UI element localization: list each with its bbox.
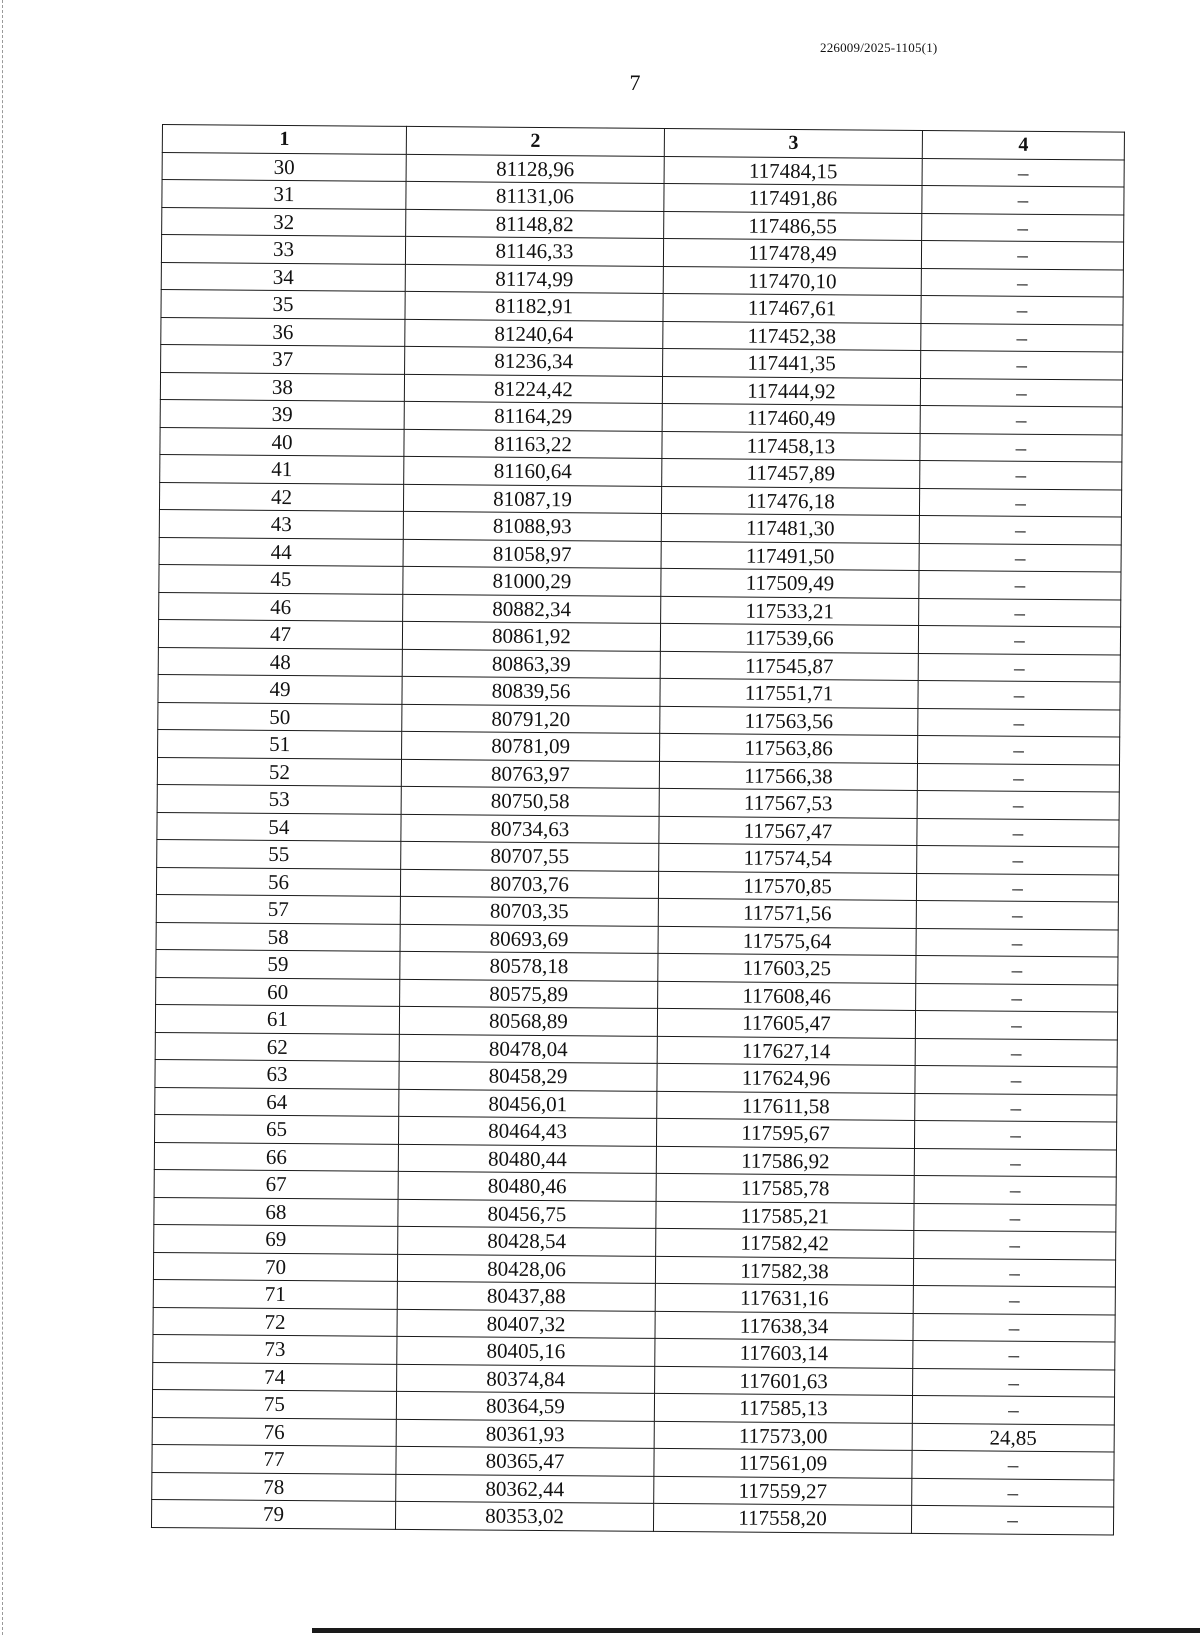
value-cell: –	[913, 1340, 1115, 1369]
point-number-cell: 71	[153, 1279, 397, 1308]
x-coordinate-cell: 80703,35	[400, 896, 658, 926]
point-number-cell: 53	[157, 784, 401, 813]
point-number-cell: 58	[156, 922, 400, 951]
y-coordinate-cell: 117582,42	[656, 1228, 914, 1258]
value-cell: –	[917, 818, 1119, 847]
y-coordinate-cell: 117611,58	[657, 1091, 915, 1121]
y-coordinate-cell: 117481,30	[661, 513, 919, 543]
value-cell: –	[913, 1313, 1115, 1342]
y-coordinate-cell: 117486,55	[664, 211, 922, 241]
y-coordinate-cell: 117441,35	[663, 348, 921, 378]
value-cell: –	[918, 625, 1120, 654]
point-number-cell: 47	[158, 619, 402, 648]
x-coordinate-cell: 80428,54	[398, 1226, 656, 1256]
x-coordinate-cell: 81000,29	[403, 566, 661, 596]
value-cell: –	[913, 1368, 1115, 1397]
y-coordinate-cell: 117470,10	[663, 266, 921, 296]
point-number-cell: 31	[162, 180, 406, 209]
x-coordinate-cell: 81224,42	[404, 374, 662, 404]
value-cell: –	[911, 1505, 1113, 1534]
y-coordinate-cell: 117533,21	[661, 596, 919, 626]
x-coordinate-cell: 80791,20	[402, 704, 660, 734]
value-cell: –	[918, 735, 1120, 764]
point-number-cell: 34	[161, 262, 405, 291]
point-number-cell: 43	[159, 509, 403, 538]
point-number-cell: 76	[152, 1417, 396, 1446]
point-number-cell: 69	[154, 1224, 398, 1253]
x-coordinate-cell: 81160,64	[404, 456, 662, 486]
page-number: 7	[629, 70, 641, 95]
y-coordinate-cell: 117575,64	[658, 926, 916, 956]
y-coordinate-cell: 117563,56	[660, 706, 918, 736]
point-number-cell: 74	[153, 1362, 397, 1391]
value-cell: 24,85	[912, 1423, 1114, 1452]
value-cell: –	[918, 680, 1120, 709]
y-coordinate-cell: 117601,63	[655, 1366, 913, 1396]
point-number-cell: 35	[161, 289, 405, 318]
x-coordinate-cell: 80703,76	[400, 869, 658, 899]
value-cell: –	[921, 323, 1123, 352]
y-coordinate-cell: 117586,92	[656, 1146, 914, 1176]
y-coordinate-cell: 117627,14	[657, 1036, 915, 1066]
x-coordinate-cell: 81164,29	[404, 401, 662, 431]
y-coordinate-cell: 117478,49	[663, 238, 921, 268]
value-cell: –	[916, 928, 1118, 957]
value-cell: –	[915, 1038, 1117, 1067]
value-cell: –	[915, 1093, 1117, 1122]
point-number-cell: 78	[152, 1472, 396, 1501]
y-coordinate-cell: 117563,86	[660, 733, 918, 763]
y-coordinate-cell: 117570,85	[658, 871, 916, 901]
point-number-cell: 67	[154, 1169, 398, 1198]
value-cell: –	[916, 983, 1118, 1012]
y-coordinate-cell: 117631,16	[655, 1283, 913, 1313]
point-number-cell: 73	[153, 1334, 397, 1363]
value-cell: –	[919, 570, 1121, 599]
value-cell: –	[915, 1065, 1117, 1094]
value-cell: –	[914, 1148, 1116, 1177]
x-coordinate-cell: 80374,84	[397, 1364, 655, 1394]
x-coordinate-cell: 80456,01	[399, 1089, 657, 1119]
y-coordinate-cell: 117567,47	[659, 816, 917, 846]
document-number: 226009/2025-1105(1)	[820, 40, 938, 55]
point-number-cell: 72	[153, 1307, 397, 1336]
y-coordinate-cell: 117476,18	[661, 486, 919, 516]
point-number-cell: 37	[161, 344, 405, 373]
point-number-cell: 30	[162, 152, 406, 181]
value-cell: –	[922, 213, 1124, 242]
value-cell: –	[917, 790, 1119, 819]
point-number-cell: 38	[160, 372, 404, 401]
point-number-cell: 46	[159, 592, 403, 621]
point-number-cell: 54	[157, 812, 401, 841]
y-coordinate-cell: 117638,34	[655, 1311, 913, 1341]
x-coordinate-cell: 80763,97	[401, 759, 659, 789]
value-cell: –	[914, 1230, 1116, 1259]
x-coordinate-cell: 81240,64	[405, 319, 663, 349]
point-number-cell: 36	[161, 317, 405, 346]
point-number-cell: 49	[158, 674, 402, 703]
value-cell: –	[917, 845, 1119, 874]
value-cell: –	[916, 955, 1118, 984]
y-coordinate-cell: 117467,61	[663, 293, 921, 323]
x-coordinate-cell: 81058,97	[403, 539, 661, 569]
value-cell: –	[921, 240, 1123, 269]
y-coordinate-cell: 117574,54	[659, 843, 917, 873]
x-coordinate-cell: 80464,43	[398, 1116, 656, 1146]
point-number-cell: 39	[160, 399, 404, 428]
x-coordinate-cell: 80480,46	[398, 1171, 656, 1201]
value-cell: –	[922, 158, 1124, 187]
y-coordinate-cell: 117571,56	[658, 898, 916, 928]
y-coordinate-cell: 117539,66	[660, 623, 918, 653]
point-number-cell: 57	[156, 894, 400, 923]
value-cell: –	[912, 1478, 1114, 1507]
point-number-cell: 48	[158, 647, 402, 676]
value-cell: –	[915, 1010, 1117, 1039]
x-coordinate-cell: 80428,06	[397, 1254, 655, 1284]
y-coordinate-cell: 117603,14	[655, 1338, 913, 1368]
column-header: 3	[664, 128, 922, 158]
point-number-cell: 70	[153, 1252, 397, 1281]
value-cell: –	[912, 1450, 1114, 1479]
point-number-cell: 66	[154, 1142, 398, 1171]
point-number-cell: 32	[162, 207, 406, 236]
x-coordinate-cell: 80839,56	[402, 676, 660, 706]
value-cell: –	[920, 405, 1122, 434]
y-coordinate-cell: 117509,49	[661, 568, 919, 598]
x-coordinate-cell: 81174,99	[405, 264, 663, 294]
column-header: 4	[922, 130, 1124, 159]
y-coordinate-cell: 117585,78	[656, 1173, 914, 1203]
y-coordinate-cell: 117559,27	[654, 1476, 912, 1506]
x-coordinate-cell: 80861,92	[402, 621, 660, 651]
value-cell: –	[921, 350, 1123, 379]
value-cell: –	[916, 900, 1118, 929]
y-coordinate-cell: 117624,96	[657, 1063, 915, 1093]
y-coordinate-cell: 117595,67	[656, 1118, 914, 1148]
x-coordinate-cell: 80568,89	[399, 1006, 657, 1036]
value-cell: –	[913, 1285, 1115, 1314]
y-coordinate-cell: 117444,92	[662, 376, 920, 406]
value-cell: –	[921, 268, 1123, 297]
x-coordinate-cell: 81148,82	[406, 209, 664, 239]
x-coordinate-cell: 80364,59	[396, 1391, 654, 1421]
point-number-cell: 77	[152, 1444, 396, 1473]
value-cell: –	[914, 1203, 1116, 1232]
x-coordinate-cell: 80365,47	[396, 1446, 654, 1476]
y-coordinate-cell: 117545,87	[660, 651, 918, 681]
page-scan-edge	[2, 0, 3, 1635]
point-number-cell: 44	[159, 537, 403, 566]
value-cell: –	[919, 598, 1121, 627]
x-coordinate-cell: 80578,18	[400, 951, 658, 981]
y-coordinate-cell: 117603,25	[658, 953, 916, 983]
point-number-cell: 33	[161, 235, 405, 264]
x-coordinate-cell: 81182,91	[405, 291, 663, 321]
x-coordinate-cell: 81087,19	[403, 484, 661, 514]
point-number-cell: 52	[157, 757, 401, 786]
coordinates-table-container	[151, 124, 1125, 1535]
value-cell: –	[920, 378, 1122, 407]
point-number-cell: 41	[160, 454, 404, 483]
y-coordinate-cell: 117585,21	[656, 1201, 914, 1231]
x-coordinate-cell: 80456,75	[398, 1199, 656, 1229]
y-coordinate-cell: 117566,38	[659, 761, 917, 791]
point-number-cell: 56	[156, 867, 400, 896]
x-coordinate-cell: 81128,96	[406, 154, 664, 184]
value-cell: –	[918, 653, 1120, 682]
value-cell: –	[919, 515, 1121, 544]
point-number-cell: 50	[158, 702, 402, 731]
y-coordinate-cell: 117608,46	[658, 981, 916, 1011]
x-coordinate-cell: 80407,32	[397, 1309, 655, 1339]
y-coordinate-cell: 117491,86	[664, 183, 922, 213]
y-coordinate-cell: 117585,13	[654, 1393, 912, 1423]
value-cell: –	[914, 1175, 1116, 1204]
y-coordinate-cell: 117567,53	[659, 788, 917, 818]
x-coordinate-cell: 81146,33	[405, 236, 663, 266]
y-coordinate-cell: 117558,20	[653, 1503, 911, 1533]
x-coordinate-cell: 80405,16	[397, 1336, 655, 1366]
x-coordinate-cell: 80882,34	[403, 594, 661, 624]
y-coordinate-cell: 117460,49	[662, 403, 920, 433]
y-coordinate-cell: 117452,38	[663, 321, 921, 351]
point-number-cell: 60	[156, 977, 400, 1006]
value-cell: –	[918, 708, 1120, 737]
x-coordinate-cell: 81236,34	[405, 346, 663, 376]
point-number-cell: 61	[155, 1004, 399, 1033]
x-coordinate-cell: 80863,39	[402, 649, 660, 679]
x-coordinate-cell: 80353,02	[395, 1501, 653, 1531]
point-number-cell: 64	[155, 1087, 399, 1116]
point-number-cell: 51	[158, 729, 402, 758]
coordinates-table	[151, 124, 1125, 1535]
y-coordinate-cell: 117582,38	[655, 1256, 913, 1286]
x-coordinate-cell: 80478,04	[399, 1034, 657, 1064]
value-cell: –	[919, 543, 1121, 572]
column-header: 2	[406, 126, 664, 156]
y-coordinate-cell: 117605,47	[657, 1008, 915, 1038]
value-cell: –	[920, 460, 1122, 489]
point-number-cell: 55	[157, 839, 401, 868]
y-coordinate-cell: 117484,15	[664, 156, 922, 186]
point-number-cell: 62	[155, 1032, 399, 1061]
x-coordinate-cell: 80781,09	[402, 731, 660, 761]
x-coordinate-cell: 81088,93	[403, 511, 661, 541]
column-header: 1	[162, 125, 406, 154]
x-coordinate-cell: 80707,55	[401, 841, 659, 871]
value-cell: –	[922, 185, 1124, 214]
point-number-cell: 45	[159, 564, 403, 593]
x-coordinate-cell: 81163,22	[404, 429, 662, 459]
x-coordinate-cell: 80734,63	[401, 814, 659, 844]
x-coordinate-cell: 80575,89	[400, 979, 658, 1009]
bottom-rule	[312, 1628, 1200, 1633]
x-coordinate-cell: 81131,06	[406, 181, 664, 211]
point-number-cell: 59	[156, 949, 400, 978]
value-cell: –	[919, 488, 1121, 517]
x-coordinate-cell: 80361,93	[396, 1419, 654, 1449]
point-number-cell: 79	[151, 1499, 395, 1528]
value-cell: –	[914, 1120, 1116, 1149]
value-cell: –	[920, 433, 1122, 462]
value-cell: –	[913, 1258, 1115, 1287]
point-number-cell: 63	[155, 1059, 399, 1088]
point-number-cell: 75	[152, 1389, 396, 1418]
value-cell: –	[921, 295, 1123, 324]
x-coordinate-cell: 80750,58	[401, 786, 659, 816]
x-coordinate-cell: 80480,44	[398, 1144, 656, 1174]
point-number-cell: 65	[155, 1114, 399, 1143]
point-number-cell: 40	[160, 427, 404, 456]
table-body	[151, 152, 1124, 1535]
y-coordinate-cell: 117573,00	[654, 1421, 912, 1451]
point-number-cell: 42	[159, 482, 403, 511]
y-coordinate-cell: 117491,50	[661, 541, 919, 571]
value-cell: –	[916, 873, 1118, 902]
y-coordinate-cell: 117457,89	[662, 458, 920, 488]
value-cell: –	[917, 763, 1119, 792]
x-coordinate-cell: 80693,69	[400, 924, 658, 954]
y-coordinate-cell: 117458,13	[662, 431, 920, 461]
x-coordinate-cell: 80362,44	[396, 1474, 654, 1504]
x-coordinate-cell: 80458,29	[399, 1061, 657, 1091]
point-number-cell: 68	[154, 1197, 398, 1226]
y-coordinate-cell: 117561,09	[654, 1448, 912, 1478]
x-coordinate-cell: 80437,88	[397, 1281, 655, 1311]
value-cell: –	[912, 1395, 1114, 1424]
y-coordinate-cell: 117551,71	[660, 678, 918, 708]
